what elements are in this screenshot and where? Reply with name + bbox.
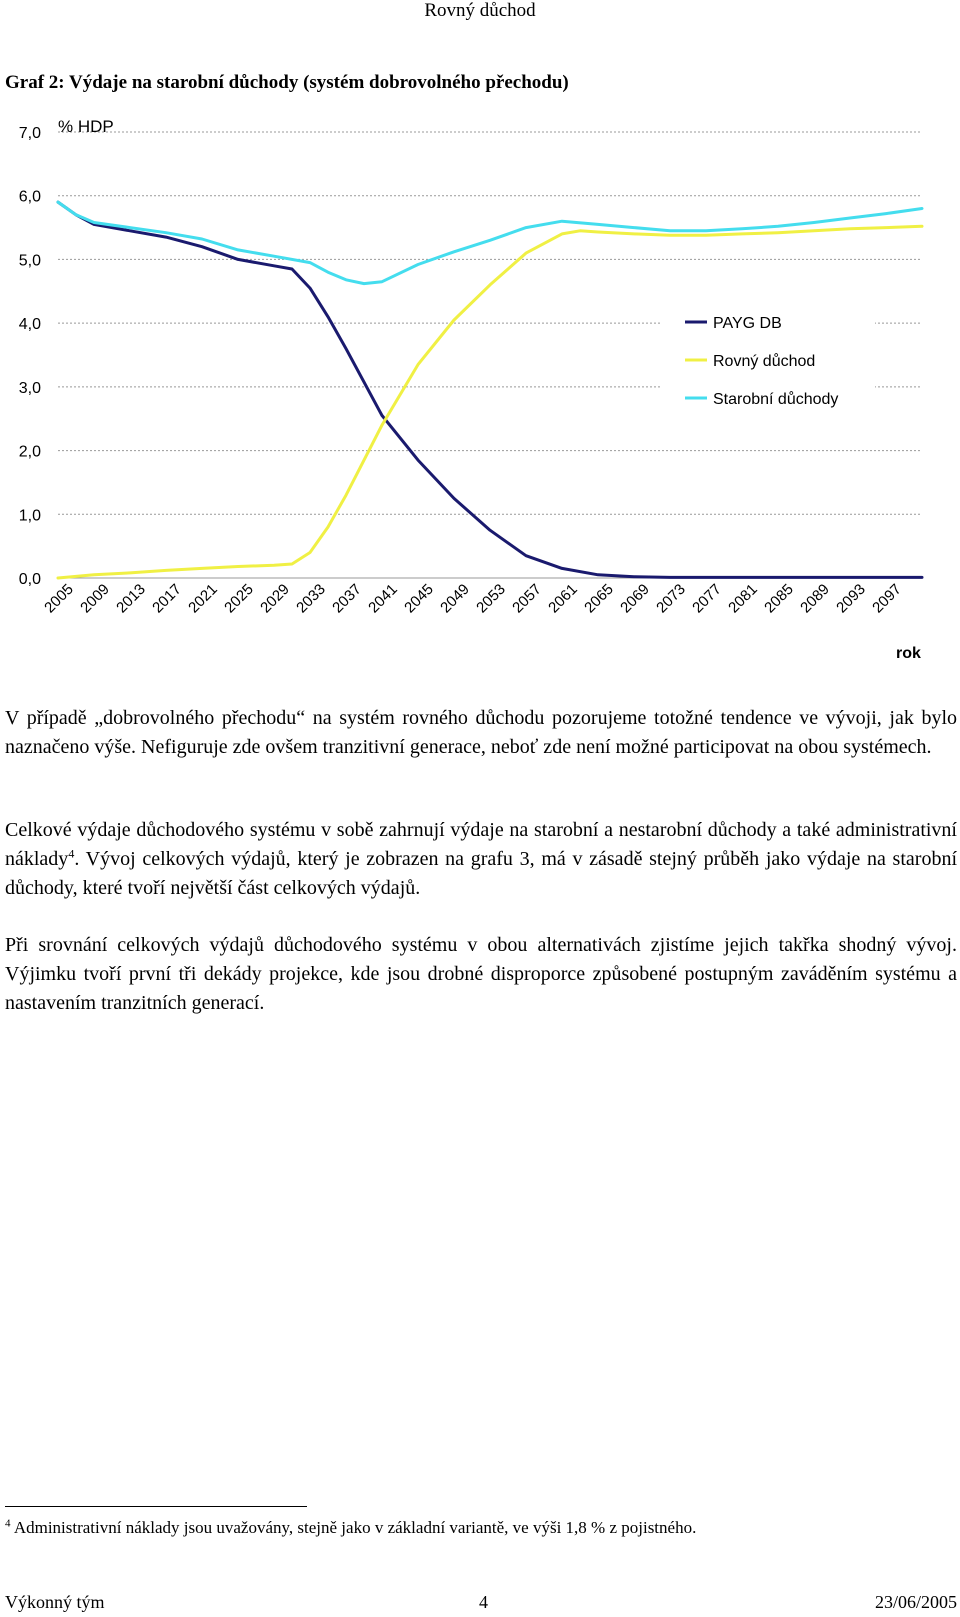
y-tick-label: 5,0 — [18, 252, 41, 270]
x-tick-label: 2061 — [545, 580, 581, 617]
x-tick-label: 2037 — [329, 580, 365, 617]
y-tick-label: 3,0 — [18, 379, 41, 397]
footnote — [5, 1517, 696, 1539]
y-tick-label: 1,0 — [18, 507, 41, 525]
x-tick-label: 2065 — [581, 580, 617, 617]
footnote-ref[interactable]: 4 — [68, 846, 75, 861]
x-tick-label: 2093 — [833, 580, 869, 617]
paragraph-2 — [5, 816, 957, 903]
footnote-text: Administrativní náklady jsou uvažovány, stejně jako v základní variantě, ve výši 1,8 % z pojistného. — [13, 1518, 697, 1537]
chart — [0, 110, 960, 670]
legend-label: PAYG DB — [713, 315, 782, 332]
x-tick-label: 2045 — [401, 580, 437, 617]
x-tick-label: 2009 — [77, 580, 113, 617]
y-tick-labels — [19, 125, 41, 588]
x-tick-label: 2013 — [113, 580, 149, 617]
footnote-divider — [5, 1506, 307, 1507]
paragraph-1: V případě „dobrovolného přechodu“ na systém rovného důchodu pozorujeme totožné tendence ve vývoji, jak bylo naznačeno výše. Nefiguruje zde ovšem tranzitivní generace, neboť zde není možné participovat na obou systémech. — [5, 707, 957, 758]
x-tick-labels — [41, 581, 905, 617]
footer-date: 23/06/2005 — [874, 1592, 957, 1612]
x-tick-label: 2053 — [473, 580, 509, 617]
x-tick-label: 2077 — [689, 580, 725, 617]
page-number: 4 — [479, 1592, 488, 1612]
y-tick-label: 6,0 — [18, 188, 41, 206]
paragraph-3: Při srovnání celkových výdajů důchodového systému v obou alternativách zjistíme jejich takřka shodný vývoj. Výjimku tvoří první tři dekády projekce, kde jsou drobné disproporce způsobené postupným zaváděním systému a nastavením tranzitních generací. — [5, 934, 957, 1014]
y-axis-label: % HDP — [58, 117, 114, 136]
x-tick-label: 2089 — [797, 580, 833, 617]
x-tick-label: 2025 — [221, 580, 257, 617]
legend-label: Rovný důchod — [713, 353, 816, 370]
x-tick-label: 2049 — [437, 580, 473, 617]
footer-left: Výkonný tým — [5, 1592, 105, 1612]
footnote-mark: 4 — [5, 1517, 11, 1530]
y-tick-label: 0,0 — [18, 571, 41, 588]
paragraph-2-text-b: . Vývoj celkových výdajů, který je zobrazen na grafu 3, má v zásadě stejný průběh jako výdaje na starobní důchody, které tvoří největší část celkových výdajů. — [5, 848, 957, 899]
x-tick-label: 2073 — [653, 580, 689, 617]
x-tick-label: 2005 — [41, 580, 77, 617]
paragraph-2-text-a: Celkové výdaje důchodového systému v sobě zahrnují výdaje na starobní a nestarobní důchody a také administrativní náklady — [5, 819, 957, 870]
page-header: Rovný důchod — [424, 0, 536, 21]
x-tick-label: 2081 — [725, 580, 761, 617]
x-tick-label: 2021 — [185, 580, 221, 617]
legend-label: Starobní důchody — [713, 391, 839, 408]
x-tick-label: 2097 — [869, 580, 905, 617]
x-tick-label: 2069 — [617, 580, 653, 617]
x-tick-label: 2057 — [509, 580, 545, 617]
x-tick-label: 2029 — [257, 580, 293, 617]
figure-title: Graf 2: Výdaje na starobní důchody (systém dobrovolného přechodu) — [5, 72, 569, 93]
x-tick-label: 2017 — [149, 580, 185, 617]
x-tick-label: 2033 — [293, 580, 329, 617]
x-tick-label: 2085 — [761, 580, 797, 617]
y-tick-label: 4,0 — [18, 316, 41, 334]
y-tick-label: 7,0 — [18, 125, 41, 142]
y-tick-label: 2,0 — [18, 443, 41, 461]
x-axis-label: rok — [896, 645, 921, 662]
x-tick-label: 2041 — [365, 580, 401, 617]
